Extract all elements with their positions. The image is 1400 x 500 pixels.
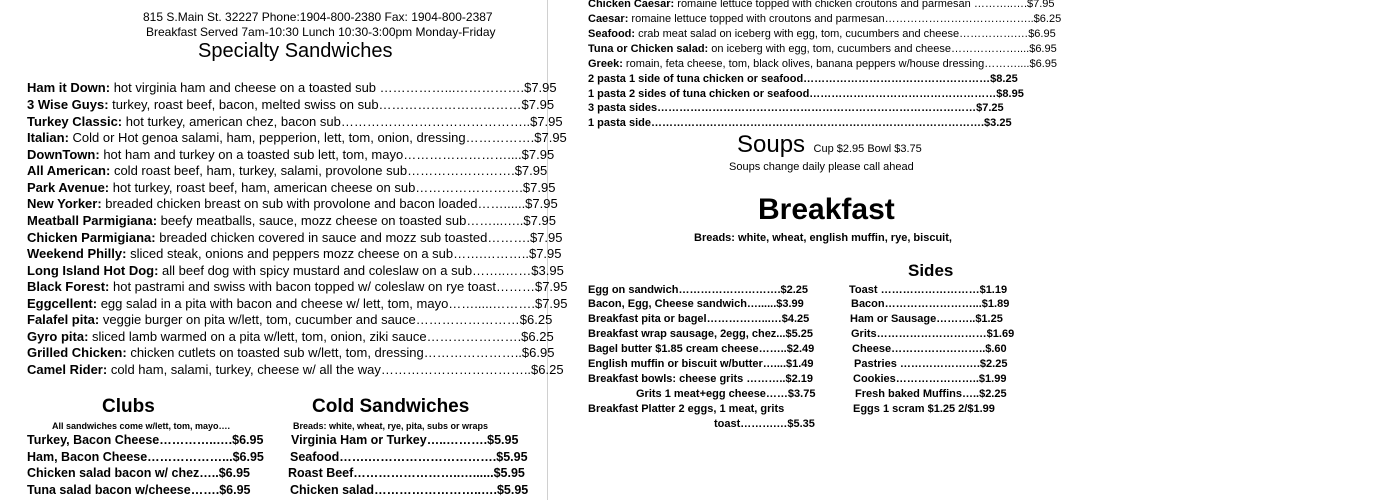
item-desc: hot virginia ham and cheese on a toasted sub ……………...…………….$7.95 (113, 80, 557, 95)
breakfast-item-text: Breakfast Platter 2 eggs, 1 meat, grits (588, 403, 785, 415)
menu-item (27, 147, 554, 163)
pasta-item-text: 1 pasta side……………………………………………………………………………….$3.25 (588, 117, 1012, 129)
pasta-item (588, 116, 1012, 131)
club-item (27, 482, 250, 498)
item-name: Italian: (27, 130, 69, 145)
sides-title: Sides (908, 261, 954, 280)
side-item-text: Fresh baked Muffins…..$2.25 (855, 388, 1007, 400)
item-desc: romaine lettuce topped with croutons and parmesan…………………………………..$6.25 (631, 13, 1062, 25)
breakfast-item-text: Bacon, Egg, Cheese sandwich…......$3.99 (588, 298, 804, 310)
item-desc: romain, feta cheese, tom, black olives, banana peppers w/house dressing………....$6.95 (625, 58, 1057, 70)
menu-item (27, 196, 558, 212)
cold-note: Breads: white, wheat, rye, pita, subs or wraps (293, 421, 489, 431)
item-desc: crab meat salad on iceberg with egg, tom, cucumbers and cheese…………….…$6.95 (638, 28, 1056, 40)
breakfast-title: Breakfast (758, 193, 895, 226)
item-name: Turkey Classic: (27, 114, 123, 129)
menu-item (27, 246, 562, 262)
side-item (853, 402, 995, 417)
item-desc: breaded chicken covered in sauce and mozz sub toasted……….$7.95 (159, 230, 563, 245)
menu-item (27, 180, 555, 196)
soups-title: Soups (737, 131, 806, 158)
breakfast-item-text: Breakfast bowls: cheese grits ………..$2.19 (588, 373, 813, 385)
item-name: Grilled Chicken: (27, 345, 127, 360)
menu-item (27, 163, 547, 179)
item-name: Ham it Down: (27, 80, 111, 95)
item-name: Seafood: (588, 28, 636, 40)
item-name: New Yorker: (27, 196, 102, 211)
breakfast-item-text: Egg on sandwich……………………….$2.25 (588, 284, 809, 296)
item-desc: on iceberg with egg, tom, cucumbers and cheese………………....$6.95 (711, 43, 1057, 55)
breakfast-item (636, 387, 815, 402)
item-desc: Cold or Hot genoa salami, ham, pepperion, lett, tom, onion, dressing…………….$7.95 (72, 130, 567, 145)
item-name: Weekend Philly: (27, 246, 127, 261)
side-item (849, 283, 1007, 298)
item-desc: turkey, roast beef, bacon, melted swiss on sub……………………………$7.95 (112, 97, 555, 112)
item-desc: romaine lettuce topped with chicken croutons and parmesan ………..….$7.95 (677, 0, 1055, 10)
hours-line: Breakfast Served 7am-10:30 Lunch 10:30-3:00pm Monday-Friday (146, 25, 496, 39)
item-desc: cold roast beef, ham, turkey, salami, provolone sub…………………….$7.95 (113, 163, 548, 178)
side-item-text: Cookies…………………..$1.99 (853, 373, 1007, 385)
side-item (850, 312, 1003, 327)
side-item-text: Eggs 1 scram $1.25 2/$1.99 (853, 403, 995, 415)
side-item-text: Toast ………………………$1.19 (849, 284, 1008, 296)
pasta-item (588, 72, 1018, 87)
menu-item (27, 279, 568, 295)
breakfast-item-text: Bagel butter $1.85 cream cheese……..$2.49 (588, 343, 815, 355)
menu-item (27, 114, 563, 130)
salad-item (588, 57, 1057, 72)
item-name: Black Forest: (27, 279, 110, 294)
item-desc: hot turkey, roast beef, ham, american cheese on sub…………………….$7.95 (112, 180, 556, 195)
menu-item (27, 345, 554, 361)
item-name: Chicken Parmigiana: (27, 230, 156, 245)
soups-header (737, 131, 922, 159)
pasta-item-text: 1 pasta 2 sides of tuna chicken or seafood……………………………………………$8.95 (588, 88, 1024, 100)
item-desc: egg salad in a pita with bacon and cheese w/ lett, tom, mayo…….....……….$7.95 (100, 296, 568, 311)
pasta-item (588, 87, 1024, 102)
pasta-item (588, 101, 1004, 116)
club-item-text: Chicken salad bacon w/ chez…..$6.95 (27, 466, 251, 480)
breakfast-item (588, 312, 809, 327)
side-item (854, 357, 1007, 372)
breakfast-item (714, 417, 815, 432)
item-desc: cold ham, salami, turkey, cheese w/ all the way……………………………..$6.25 (110, 362, 564, 377)
breakfast-item (588, 402, 784, 417)
cold-item-text: Chicken salad……………………..….$5.95 (290, 483, 529, 497)
item-name: DownTown: (27, 147, 100, 162)
address-line: 815 S.Main St. 32227 Phone:1904-800-2380 Fax: 1904-800-2387 (143, 10, 493, 24)
clubs-title: Clubs (102, 396, 155, 417)
menu-item (27, 329, 554, 345)
breakfast-item (588, 327, 813, 342)
cold-item-text: Seafood…….………………………….$5.95 (290, 450, 528, 464)
cold-item (288, 465, 525, 481)
item-name: Chicken Caesar: (588, 0, 675, 10)
club-item (27, 465, 250, 481)
menu-item (27, 362, 564, 378)
salad-item (588, 12, 1061, 27)
item-name: Park Avenue: (27, 180, 110, 195)
cold-title: Cold Sandwiches (312, 396, 470, 417)
salad-item (588, 27, 1056, 42)
breakfast-item-text: Grits 1 meat+egg cheese……$3.75 (636, 388, 816, 400)
cold-item-text: Virginia Ham or Turkey…..……….$5.95 (291, 433, 519, 447)
side-item-text: Grits…………………………$1.69 (851, 328, 1015, 340)
club-item (27, 449, 264, 465)
item-desc: beefy meatballs, sauce, mozz cheese on toasted sub……...…..$7.95 (160, 213, 556, 228)
soups-note: Soups change daily please call ahead (729, 161, 914, 173)
breakfast-item (588, 297, 804, 312)
menu-item (27, 312, 552, 328)
breakfast-item (588, 372, 813, 387)
item-name: Caesar: (588, 13, 629, 25)
side-item (852, 342, 1007, 357)
item-desc: hot ham and turkey on a toasted sub lett, tom, mayo……………………....$7.95 (103, 147, 555, 162)
item-desc: breaded chicken breast on sub with provolone and bacon loaded……......$7.95 (105, 196, 558, 211)
club-item-text: Ham, Bacon Cheese………………...$6.95 (27, 450, 264, 464)
menu-item (27, 130, 567, 146)
menu-item (27, 213, 556, 229)
clubs-note: All sandwiches come w/lett, tom, mayo…. (52, 421, 231, 431)
menu-item (27, 230, 562, 246)
item-name: Falafel pita: (27, 312, 100, 327)
item-name: Tuna or Chicken salad: (588, 43, 709, 55)
item-name: Long Island Hot Dog: (27, 263, 159, 278)
item-name: Eggcellent: (27, 296, 98, 311)
side-item (851, 297, 1009, 312)
side-item-text: Cheese……………………..$.60 (852, 343, 1007, 355)
menu-item (27, 80, 557, 96)
breakfast-item-text: English muffin or biscuit w/butter…....$1.49 (588, 358, 814, 370)
menu-item (27, 97, 554, 113)
item-name: 3 Wise Guys: (27, 97, 109, 112)
item-name: Camel Rider: (27, 362, 108, 377)
salad-item (588, 42, 1057, 57)
soups-prices: Cup $2.95 Bowl $3.75 (813, 143, 922, 155)
breakfast-item-text: Breakfast wrap sausage, 2egg, chez...$5.25 (588, 328, 814, 340)
breakfast-item (588, 357, 814, 372)
item-desc: all beef dog with spicy mustard and coleslaw on a sub……..……$3.95 (162, 263, 564, 278)
cold-item-text: Roast Beef……………………..…......$5.95 (288, 466, 525, 480)
side-item-text: Ham or Sausage………..$1.25 (850, 313, 1003, 325)
breakfast-item-text: toast……….…$5.35 (714, 418, 815, 430)
menu-item (27, 263, 564, 279)
breakfast-item-text: Breakfast pita or bagel……………...…$4.25 (588, 313, 810, 325)
item-desc: veggie burger on pita w/lett, tom, cucumber and sauce……………………$6.25 (102, 312, 553, 327)
side-item (853, 372, 1006, 387)
item-name: All American: (27, 163, 111, 178)
side-item-text: Bacon……………………...$1.89 (851, 298, 1010, 310)
item-desc: hot turkey, american chez, bacon sub……………………………………..$7.95 (125, 114, 563, 129)
item-name: Meatball Parmigiana: (27, 213, 158, 228)
club-item-text: Turkey, Bacon Cheese…………..….$6.95 (27, 433, 264, 447)
item-desc: sliced lamb warmed on a pita w/lett, tom, onion, ziki sauce………………….$6.25 (92, 329, 554, 344)
club-item (27, 432, 263, 448)
item-name: Greek: (588, 58, 623, 70)
cold-item (290, 482, 528, 498)
cold-item (290, 449, 528, 465)
breakfast-item (588, 342, 814, 357)
item-desc: chicken cutlets on toasted sub w/lett, tom, dressing…………………..$6.95 (130, 345, 555, 360)
salad-item (588, 0, 1055, 12)
menu-item (27, 296, 568, 312)
side-item (855, 387, 1007, 402)
specialty-title: Specialty Sandwiches (198, 40, 393, 62)
breakfast-breads: Breads: white, wheat, english muffin, rye, biscuit, (694, 232, 952, 244)
cold-item (291, 432, 518, 448)
side-item (851, 327, 1014, 342)
pasta-item-text: 3 pasta sides……………………………………………………………………………$7.25 (588, 102, 1004, 114)
breakfast-item (588, 283, 808, 298)
club-item-text: Tuna salad bacon w/cheese…….$6.95 (27, 483, 251, 497)
item-desc: sliced steak, onions and peppers mozz cheese on a sub…….………..$7.95 (130, 246, 562, 261)
side-item-text: Pastries ………………….$2.25 (854, 358, 1008, 370)
item-name: Gyro pita: (27, 329, 89, 344)
pasta-item-text: 2 pasta 1 side of tuna chicken or seafood……………………………………………$8.25 (588, 73, 1018, 85)
item-desc: hot pastrami and swiss with bacon topped w/ coleslaw on rye toast………$7.95 (113, 279, 568, 294)
